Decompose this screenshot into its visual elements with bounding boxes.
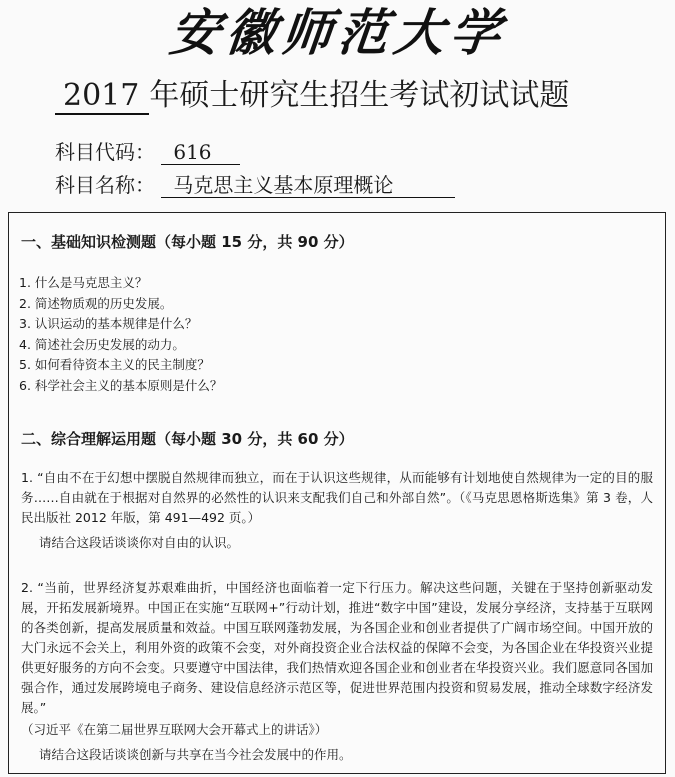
question-box (8, 212, 666, 774)
section2-question-2 (21, 578, 653, 765)
exam-title-text: 年硕士研究生招生考试初试试题 (149, 78, 570, 113)
university-name: 安徽师范大学 (166, 3, 510, 62)
question-item: 3. 认识运动的基本规律是什么？ (19, 316, 198, 331)
question-prompt: 请结合这段话谈谈你对自由的认识。 (39, 535, 240, 550)
section2-question-1 (21, 468, 653, 553)
question-item: 6. 科学社会主义的基本原则是什么？ (19, 377, 223, 393)
section2-heading: 二、综合理解运用题（每小题 30 分，共 60 分） (21, 430, 354, 448)
question-item: 5. 如何看待资本主义的民主制度？ (19, 357, 210, 372)
section1-question-list (19, 273, 222, 396)
question-text: 2. “当前，世界经济复苏艰难曲折，中国经济也面临着一定下行压力。解决这些问题，关键在于坚持创新驱动发展，开拓发展新境界。中国正在实施“互联网+”行动计划，推进“数字中国”建设，发展分享经济，支持基于互联网的各类创新，提高发展质量和效益。中国互联网蓬勃发展，为各国企业和创业者提供了广阔市场空间。中国开放的大门永远不会关上，利用外资的政策不会变，对外商投资企业合法权益的保障不会变，为各国企业在华投资兴业提供更好服务的方向不会变。只要遵守中国法律，我们热情欢迎各国企业和创业者在华投资兴业。我们愿意同各国加强合作，通过发展跨境电子商务、建设信息经济示范区等，促进世界范围内投资和贸易发展，推动全球数字经济发展。” (21, 580, 653, 715)
question-text: 1. “自由不在于幻想中摆脱自然规律而独立，而在于认识这些规律，从而能够有计划地使自然规律为一定的目的服务……自由就在于根据对自然界的必然性的认识来支配我们自己和外部自然”。（《马克思恩格斯选集》第 3 卷，人民出版社 2012 年版，第 491—492 页。） (21, 470, 653, 525)
subject-code-value: 616 (161, 140, 240, 165)
question-prompt: 请结合这段话谈谈创新与共享在当今社会发展中的作用。 (39, 747, 352, 762)
subject-name-value: 马克思主义基本原理概论 (161, 173, 455, 198)
subject-name-label: 科目名称： (55, 173, 155, 197)
question-item: 4. 简述社会历史发展的动力。 (19, 336, 185, 352)
section1-heading: 一、基础知识检测题（每小题 15 分，共 90 分） (21, 233, 354, 251)
exam-year: 2017 (55, 79, 149, 115)
question-item: 2. 简述物质观的历史发展。 (19, 295, 173, 311)
exam-title (55, 76, 655, 116)
question-item: 1. 什么是马克思主义？ (19, 275, 148, 290)
subject-code-label: 科目代码： (55, 140, 155, 164)
subject-code-row (55, 137, 240, 167)
question-citation: （习近平《在第二届世界互联网大会开幕式上的讲话》） (21, 722, 328, 737)
subject-name-row (55, 170, 455, 200)
